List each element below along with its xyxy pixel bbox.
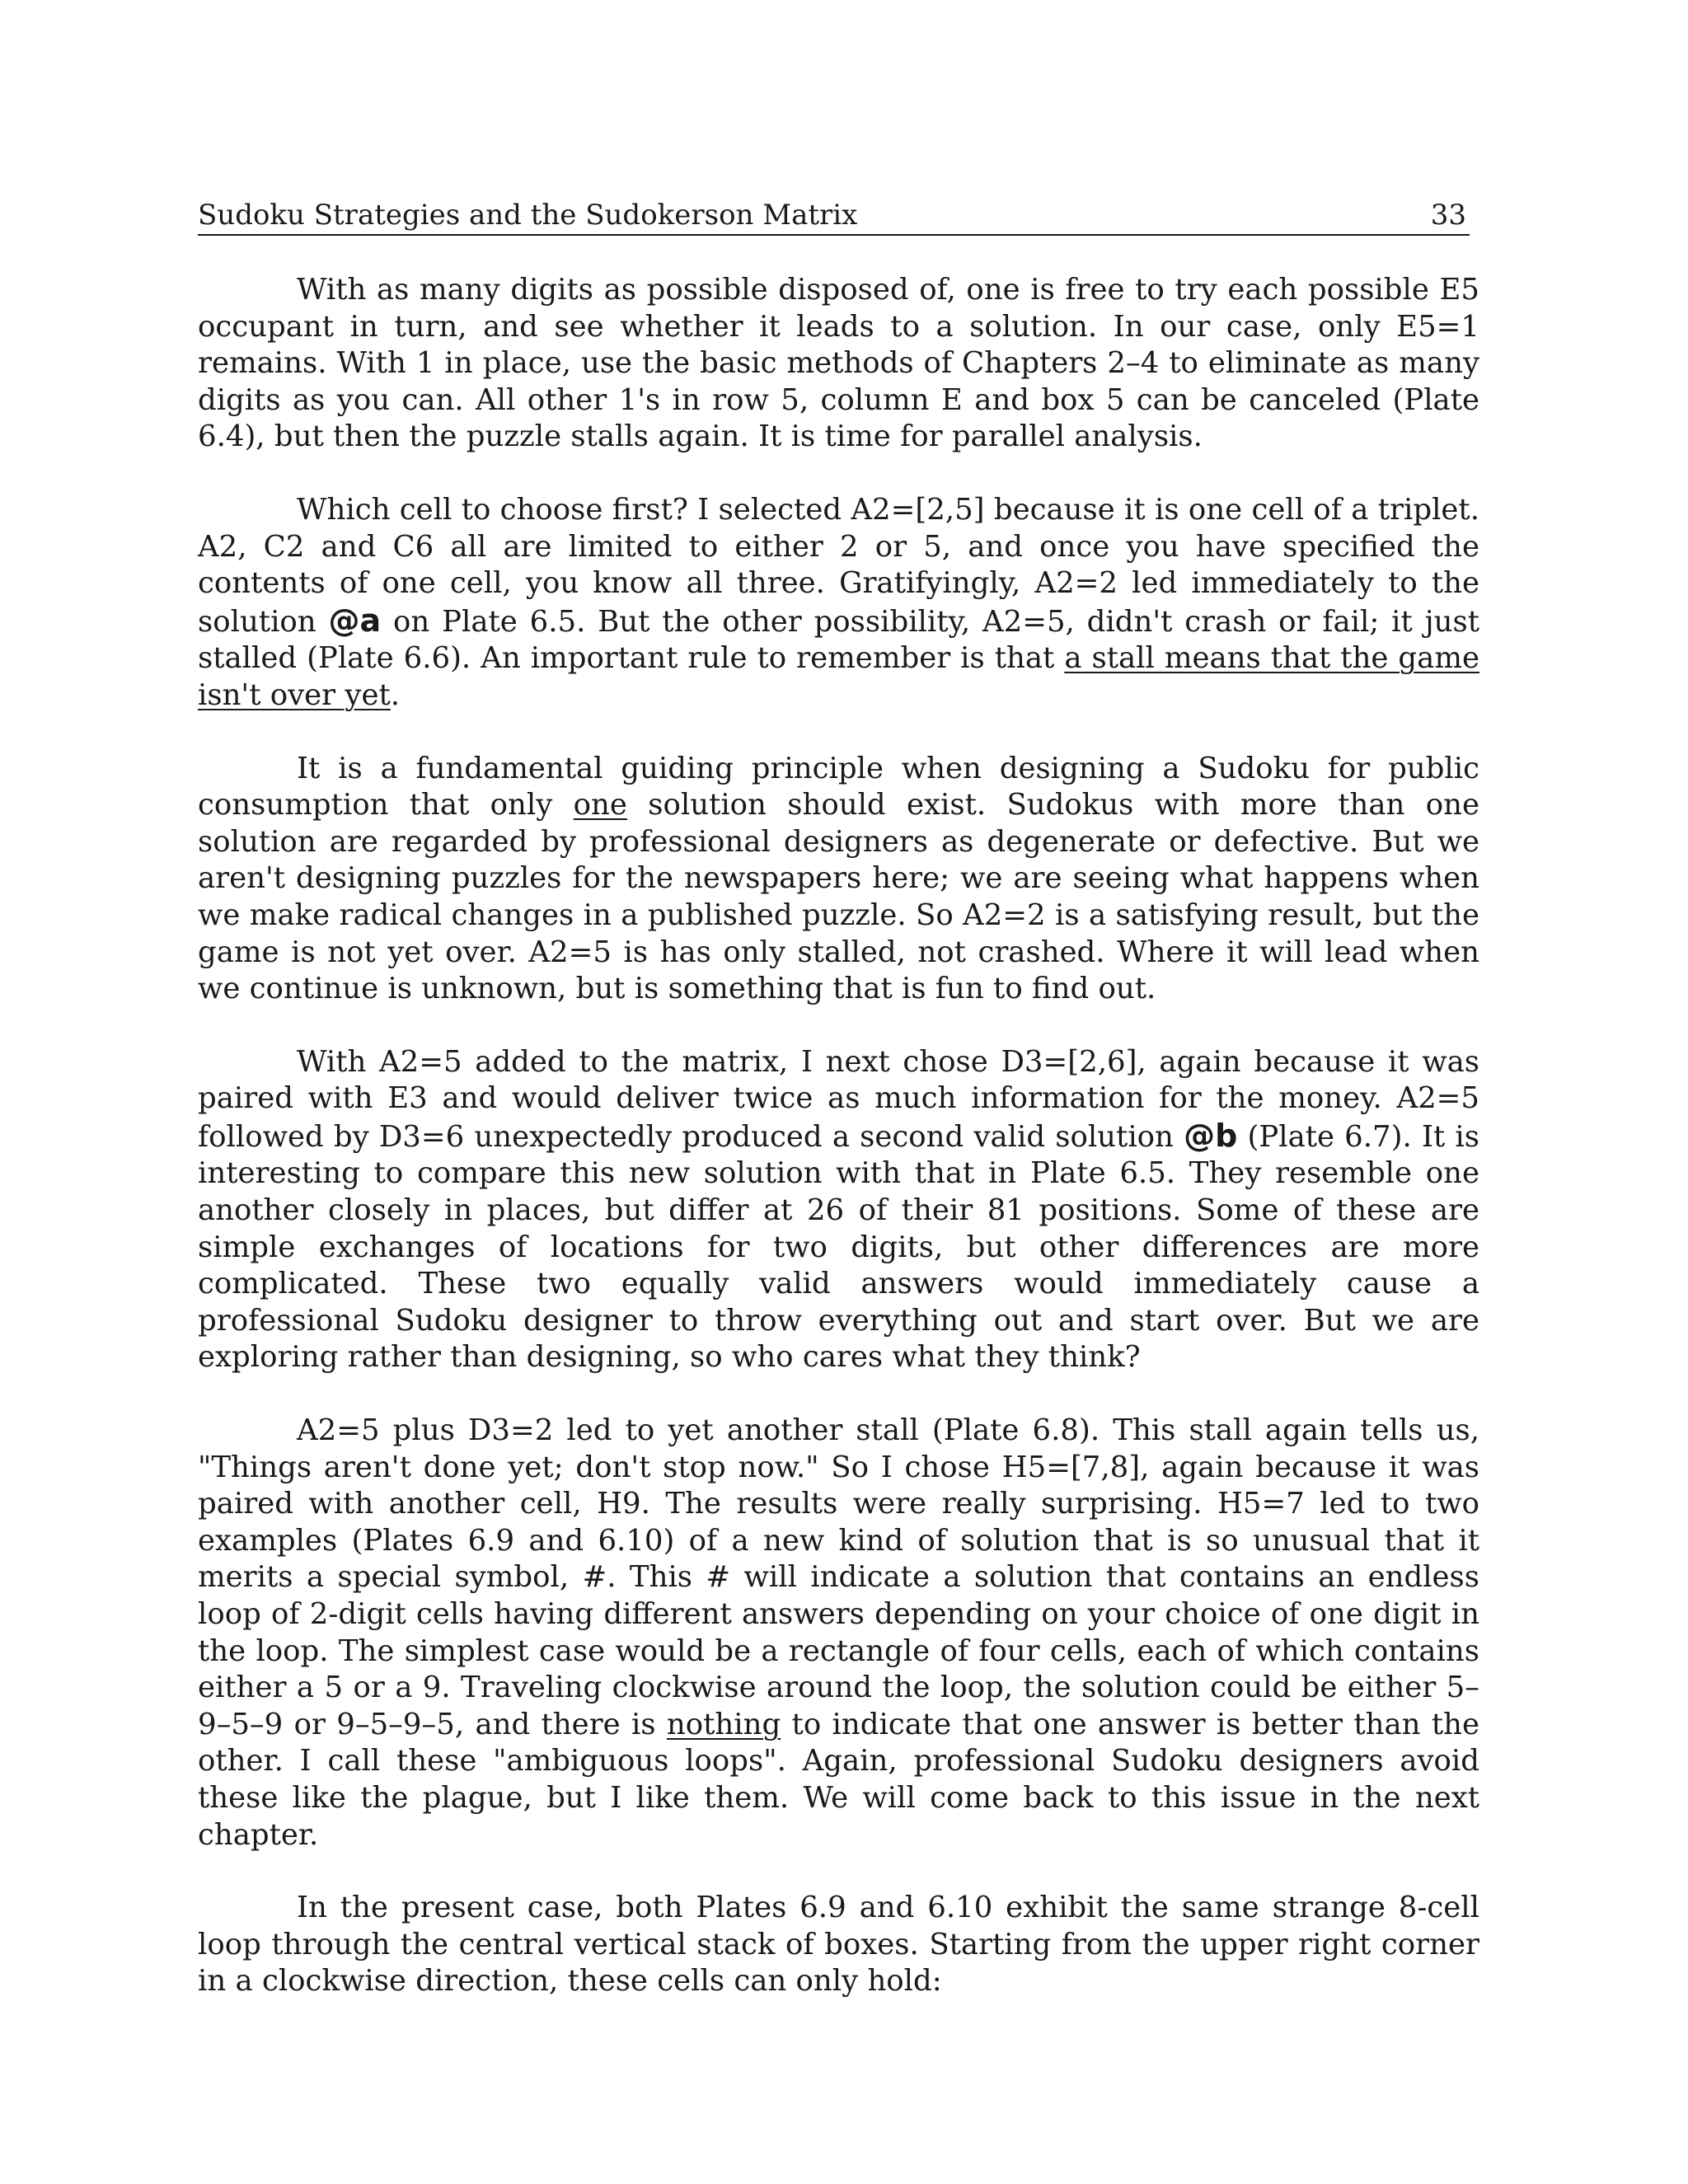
body-text — [198, 272, 1479, 2036]
solution-symbol-b: @b — [1184, 1117, 1238, 1154]
paragraph-text: Which cell to choose first? I selected A2=[2,5] because it is one cell of a triplet. A2, C2 and C6 all are limited to either 2 or 5, and once you have specified the contents of one cell, you know all three. Gratifyingly, A2=2 led immediately to the solution — [198, 492, 1479, 639]
paragraph-text: With A2=5 added to the matrix, I next chose D3=[2,6], again because it was paired with E3 and would deliver twice as much information for the money. A2=5 followed by D3=6 unexpectedly produced a second valid solution — [198, 1044, 1479, 1154]
underlined-word: nothing — [666, 1707, 781, 1741]
solution-symbol-a: @a — [328, 602, 382, 639]
paragraph-text: A2=5 plus D3=2 led to yet another stall (Plate 6.8). This stall again tells us, "Things aren't done yet; don't stop now." So I chose H5=[7,8], again because it was paired with another cell, H9. The results were really surprising. H5=7 led to two examples (Plates 6.9 and 6.10) of a new kind of solution that is so unusual that it merits a special symbol, #. This # will indicate a solution that contains an endless loop of 2-digit cells having different answers depending on your choice of one digit in the loop. The simplest case would be a rectangle of four cells, each of which contains either a 5 or a 9. Traveling clockwise around the loop, the solution could be either 5–9–5–9 or 9–5–9–5, and there is — [198, 1413, 1479, 1741]
paragraph-1 — [198, 272, 1479, 456]
paragraph-2 — [198, 492, 1479, 715]
paragraph-4 — [198, 1044, 1479, 1376]
paragraph-text: . — [390, 677, 401, 712]
paragraph-6 — [198, 1890, 1479, 2000]
paragraph-text: With as many digits as possible disposed of, one is free to try each possible E5 occupant in turn, and see whether it leads to a solution. In our case, only E5=1 remains. With 1 in place, use the basic methods of Chapters 2–4 to eliminate as many digits as you can. All other 1's in row 5, column E and box 5 can be canceled (Plate 6.4), but then the puzzle stalls again. It is time for parallel analysis. — [198, 273, 1479, 454]
paragraph-text: to indicate that one answer is better than the other. I call these "ambiguous loops". Again, professional Sudoku designers avoid these like the plague, but I like them. We will come back to this issue in the next chapter. — [198, 1707, 1479, 1852]
paragraph-5 — [198, 1413, 1479, 1854]
paragraph-text: It is a fundamental guiding principle when designing a Sudoku for public consumption that only — [198, 751, 1479, 823]
paragraph-3 — [198, 751, 1479, 1008]
paragraph-text: In the present case, both Plates 6.9 and 6.10 exhibit the same strange 8-cell loop through the central vertical stack of boxes. Starting from the upper right corner in a clockwise direction, these cells can only hold: — [198, 1891, 1479, 1999]
page-number: 33 — [1430, 199, 1466, 232]
paragraph-text: solution should exist. Sudokus with more than one solution are regarded by professional designers as degenerate or defective. But we aren't designing puzzles for the newspapers here; we are seeing what happens when we make radical changes in a published puzzle. So A2=2 is a satisfying result, but the game is not yet over. A2=5 is has only stalled, not crashed. Where it will lead when we continue is unknown, but is something that is fun to find out. — [198, 788, 1479, 1006]
paragraph-text: on Plate 6.5. But the other possibility, A2=5, didn't crash or fail; it just stalled (Plate 6.6). An important rule to remember is that — [198, 604, 1479, 676]
running-header — [198, 196, 1470, 236]
paragraph-text: (Plate 6.7). It is interesting to compare this new solution with that in Plate 6.5. They resemble one another closely in places, but differ at 26 of their 81 positions. Some of these are simple exchanges of locations for two digits, but other differences are more complicated. These two equally valid answers would immediately cause a professional Sudoku designer to throw everything out and start over. But we are exploring rather than designing, so who cares what they think? — [198, 1119, 1479, 1375]
underlined-word: one — [573, 788, 627, 823]
underlined-rule: a stall means that the game isn't over yet — [198, 641, 1479, 712]
book-title: Sudoku Strategies and the Sudokerson Matrix — [198, 199, 858, 232]
